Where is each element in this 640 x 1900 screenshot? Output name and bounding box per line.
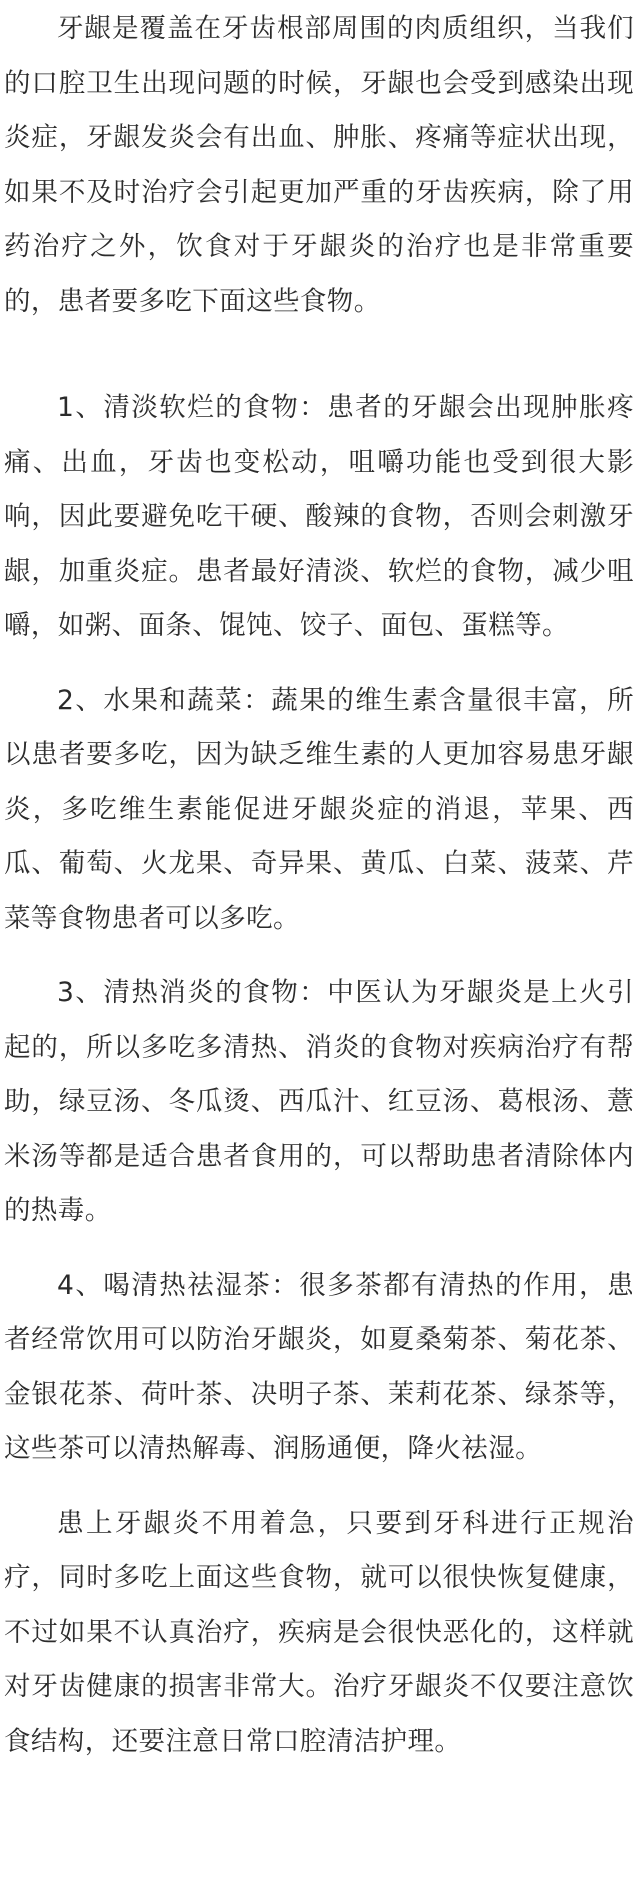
tip-paragraph-2: 2、水果和蔬菜：蔬果的维生素含量很丰富，所以患者要多吃，因为缺乏维生素的人更加容易患牙龈炎，多吃维生素能促进牙龈炎症的消退，苹果、西瓜、葡萄、火龙果、奇异果、黄瓜、白菜、菠菜、芹菜等食物患者可以多吃。 — [4, 684, 634, 934]
tip-paragraph-4: 4、喝清热祛湿茶：很多茶都有清热的作用，患者经常饮用可以防治牙龈炎，如夏桑菊茶、菊花茶、金银花茶、荷叶茶、决明子茶、茉莉花茶、绿茶等，这些茶可以清热解毒、润肠通便，降火祛湿。 — [4, 1269, 634, 1464]
intro-paragraph: 牙龈是覆盖在牙齿根部周围的肉质组织，当我们的口腔卫生出现问题的时候，牙龈也会受到感染出现炎症，牙龈发炎会有出血、肿胀、疼痛等症状出现，如果不及时治疗会引起更加严重的牙齿疾病，除了用药治疗之外，饮食对于牙龈炎的治疗也是非常重要的，患者要多吃下面这些食物。 — [4, 13, 634, 317]
tip-paragraph-3: 3、清热消炎的食物：中医认为牙龈炎是上火引起的，所以多吃多清热、消炎的食物对疾病治疗有帮助，绿豆汤、冬瓜烫、西瓜汁、红豆汤、葛根汤、薏米汤等都是适合患者食用的，可以帮助患者清除体内的热毒。 — [4, 977, 634, 1226]
tip-paragraph-1: 1、清淡软烂的食物：患者的牙龈会出现肿胀疼痛、出血，牙齿也变松动，咀嚼功能也受到很大影响，因此要避免吃干硬、酸辣的食物，否则会刺激牙龈，加重炎症。患者最好清淡、软烂的食物，减少咀嚼，如粥、面条、馄饨、饺子、面包、蛋糕等。 — [4, 392, 634, 641]
article-body — [4, 2, 634, 1789]
conclusion-paragraph: 患上牙龈炎不用着急，只要到牙科进行正规治疗，同时多吃上面这些食物，就可以很快恢复健康，不过如果不认真治疗，疾病是会很快恶化的，这样就对牙齿健康的损害非常大。治疗牙龈炎不仅要注意饮食结构，还要注意日常口腔清洁护理。 — [4, 1507, 634, 1757]
